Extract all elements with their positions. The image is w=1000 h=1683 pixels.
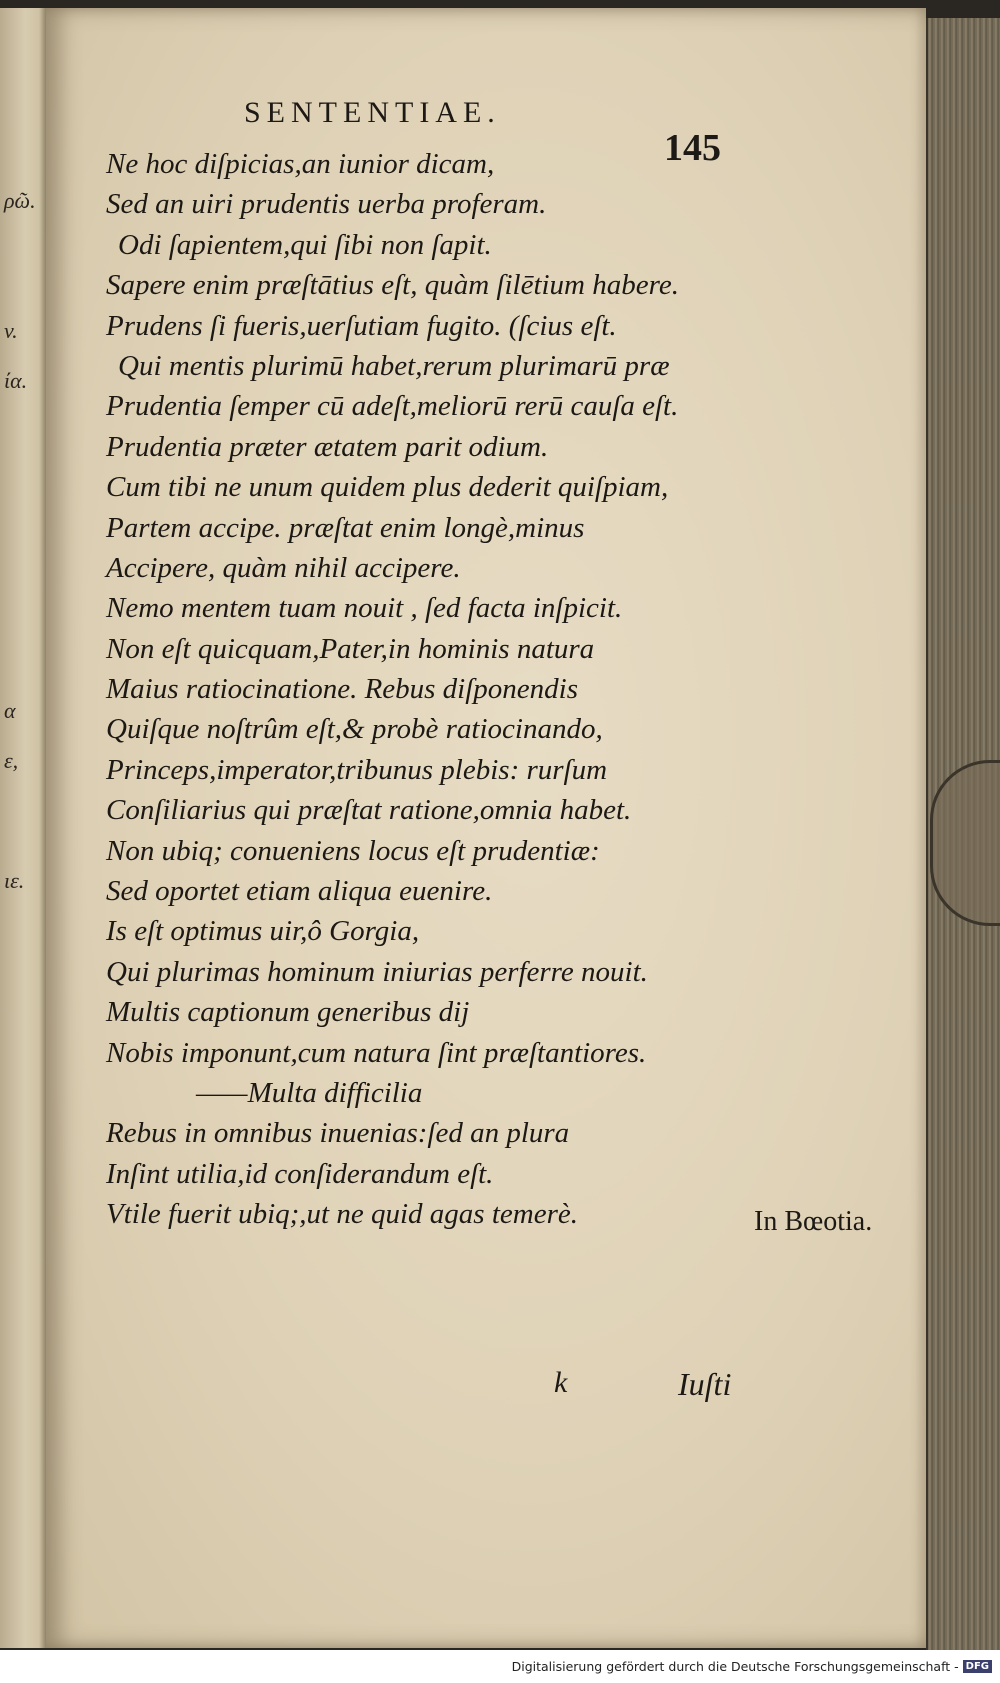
previous-page-edge <box>0 8 48 1648</box>
book-page <box>46 8 926 1648</box>
text-line: ——Multa difficilia <box>196 1076 423 1109</box>
text-line: Sed an uiri prudentis uerba proferam. <box>106 188 547 221</box>
previous-page-fragment: α <box>4 698 16 723</box>
text-line: Nobis imponunt,cum natura ſint præſtantiores. <box>106 1036 647 1069</box>
funding-credit: Digitalisierung gefördert durch die Deutsche Forschungsgemeinschaft - <box>511 1659 959 1674</box>
text-line: Partem accipe. præſtat enim longè,minus <box>106 511 585 544</box>
text-line: Rebus in omnibus inuenias:ſed an plura <box>106 1117 570 1150</box>
text-line: Non ubiq; conueniens locus eſt prudentiæ: <box>106 834 600 867</box>
text-line: Ne hoc diſpicias,an iunior dicam, <box>106 148 495 180</box>
text-line: Odi ſapientem,qui ſibi non ſapit. <box>118 228 492 261</box>
text-line: Maius ratiocinatione. Rebus diſponendis <box>106 673 579 706</box>
previous-page-fragment: ρῶ. <box>4 188 36 213</box>
signature-mark: k <box>554 1366 568 1399</box>
text-line: Princeps,imperator,tribunus plebis: rurſum <box>106 753 608 786</box>
text-line: Qui plurimas hominum iniurias perferre nouit. <box>106 955 648 988</box>
text-line: Nemo mentem tuam nouit , ſed facta inſpicit. <box>106 592 623 625</box>
text-line: Cum tibi ne unum quidem plus dederit quiſpiam, <box>106 471 669 504</box>
text-line: Prudentia ſemper cū adeſt,meliorū rerū cauſa eſt. <box>106 390 679 423</box>
text-line: Quiſque noſtrûm eſt,& probè ratiocinando, <box>106 713 603 746</box>
text-line: Conſiliarius qui præſtat ratione,omnia habet. <box>106 794 632 827</box>
text-line: Sapere enim præſtātius eſt, quàm ſilētium habere. <box>106 269 679 302</box>
text-line: Multis captionum generibus dij <box>106 996 470 1029</box>
previous-page-fragment: ιε. <box>4 868 25 893</box>
text-line: Prudens ſi fueris,uerſutiam fugito. (ſcius eſt. <box>106 309 617 342</box>
dfg-logo: DFG <box>963 1660 992 1673</box>
previous-page-fragment: ε, <box>4 748 19 773</box>
page-number: 145 <box>664 127 721 169</box>
body-text <box>106 144 756 1235</box>
text-line: Accipere, quàm nihil accipere. <box>106 551 461 584</box>
text-line: Qui mentis plurimū habet,rerum plurimarū præ <box>118 349 670 382</box>
running-head: SENTENTIAE. <box>244 96 501 129</box>
text-line: Prudentia præter ætatem parit odium. <box>106 430 549 463</box>
previous-page-fragment: ία. <box>4 368 28 393</box>
previous-page-fragment: v. <box>4 318 18 343</box>
text-line: Inſint utilia,id conſiderandum eſt. <box>106 1157 494 1190</box>
text-line: Is eſt optimus uir,ô Gorgia, <box>106 915 420 948</box>
book-clasp <box>930 760 1000 926</box>
text-line: Sed oportet etiam aliqua euenire. <box>106 875 493 908</box>
footer-bar <box>0 1650 1000 1683</box>
catchword: Iuſti <box>678 1366 732 1402</box>
margin-note: In Bœotia. <box>754 1206 873 1237</box>
text-line: Non eſt quicquam,Pater,in hominis natura <box>106 632 595 665</box>
text-line: Vtile fuerit ubiq;,ut ne quid agas temerè. <box>106 1198 578 1231</box>
